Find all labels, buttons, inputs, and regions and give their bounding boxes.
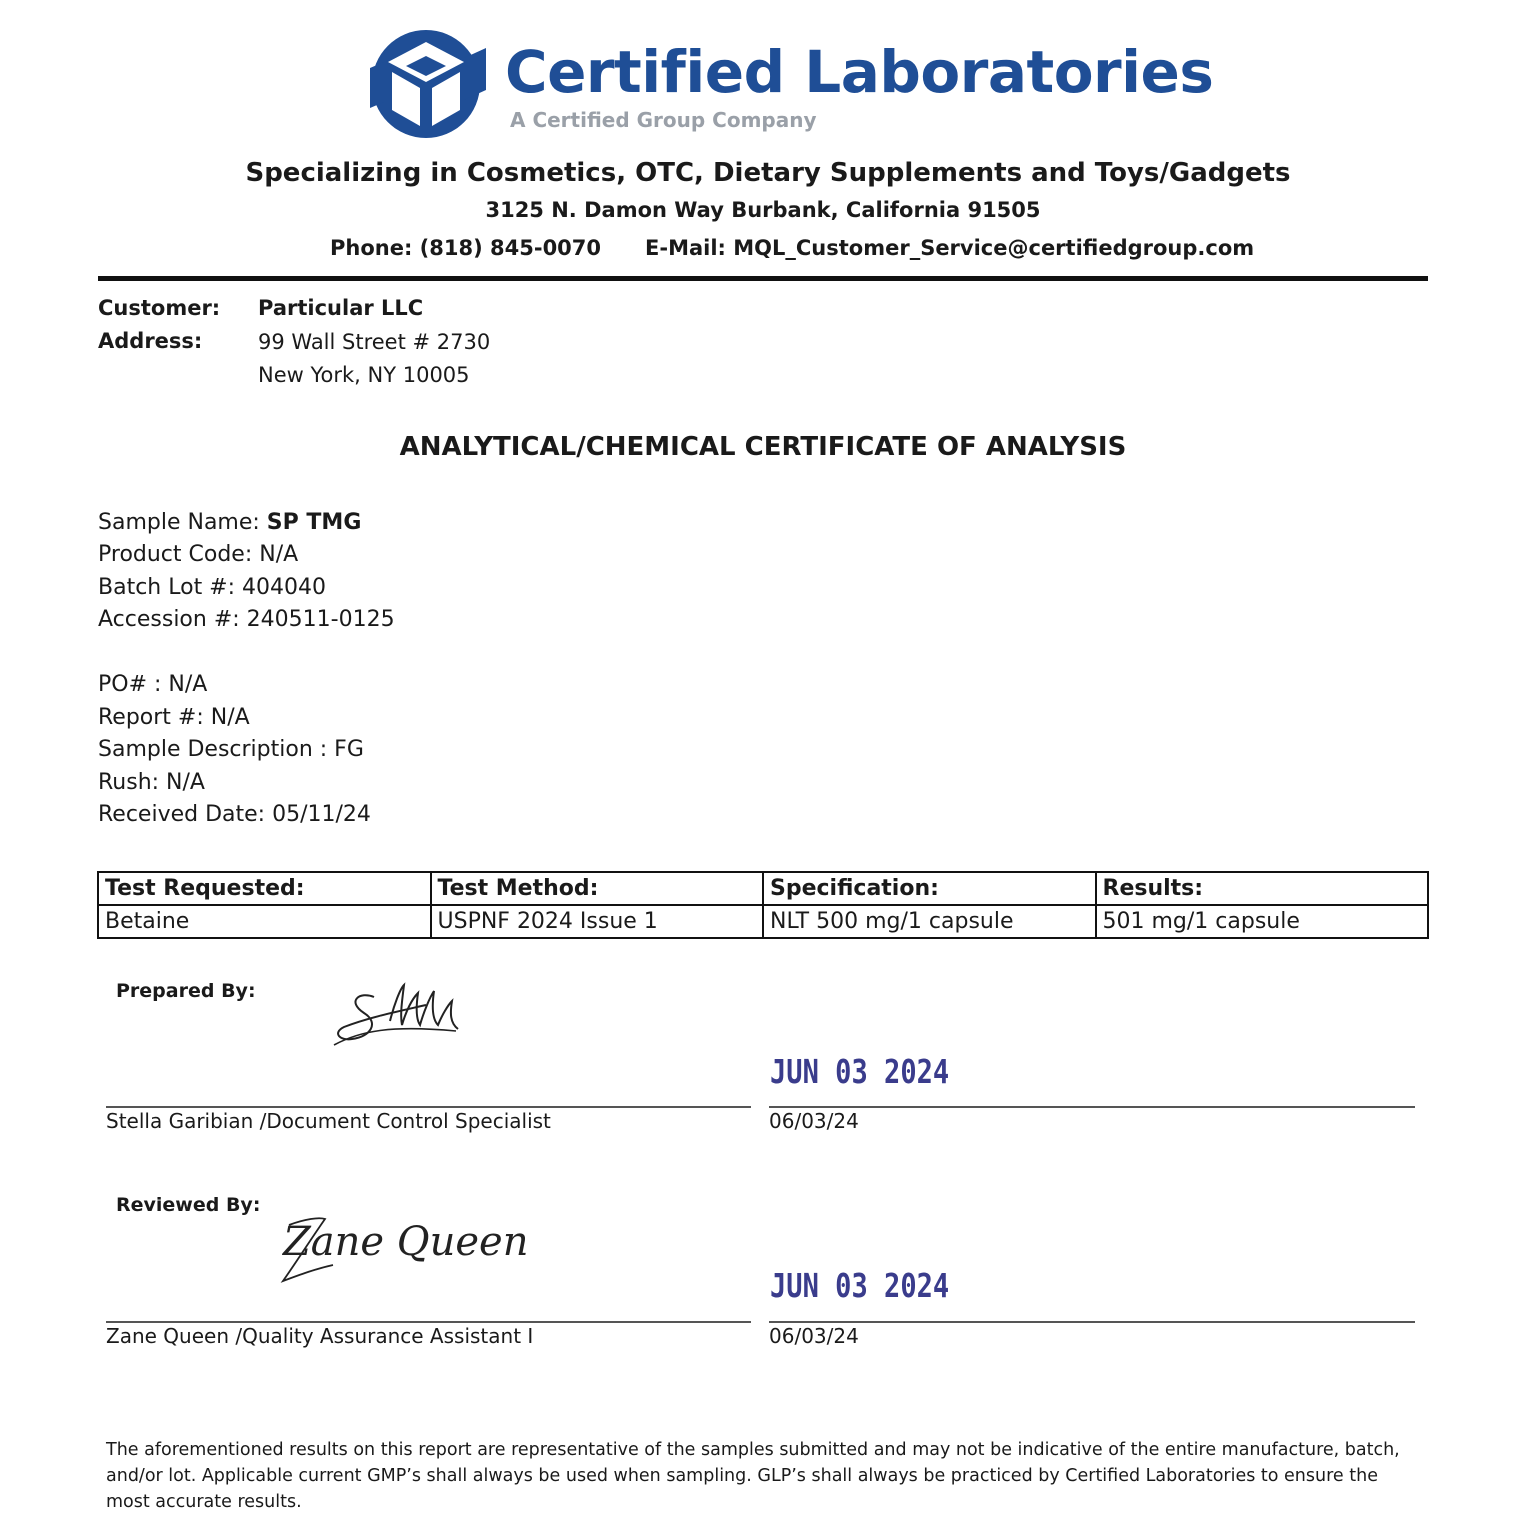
disclaimer: The aforementioned results on this report are representative of the samples submitted and may not be indicative of the entire manufacture, batch, and/or lot. Applicable current GMP’s shall always be used when sampling. GLP’s shall always be practiced by Certified Laboratories to ensure the most accurate results. — [106, 1440, 1400, 1512]
company-logo-icon — [368, 28, 488, 140]
table-cell: NLT 500 mg/1 capsule — [763, 905, 1096, 938]
reviewed-signature-text: Zane Queen — [283, 1219, 529, 1265]
table-header-cell: Test Method: — [431, 872, 764, 905]
table-header-cell: Specification: — [763, 872, 1096, 905]
sample-name-label: Sample Name: — [98, 510, 267, 535]
table-header-cell: Results: — [1096, 872, 1429, 905]
table-header-cell: Test Requested: — [98, 872, 431, 905]
table-row — [98, 905, 1428, 938]
rush: Rush: N/A — [98, 770, 205, 795]
document-title: ANALYTICAL/CHEMICAL CERTIFICATE OF ANALYSIS — [399, 432, 1127, 462]
received-date: Received Date: 05/11/24 — [98, 802, 371, 827]
report-number: Report #: N/A — [98, 705, 250, 730]
prepared-date-line — [769, 1106, 1415, 1108]
prepared-by-label: Prepared By: — [116, 980, 256, 1002]
prepared-signature-line — [106, 1106, 751, 1108]
reviewed-date-line — [769, 1321, 1415, 1323]
customer-value: Particular LLC — [258, 296, 424, 320]
company-tagline: A Certified Group Company — [510, 108, 817, 132]
results-table — [97, 871, 1429, 939]
address-line-1: 99 Wall Street # 2730 — [258, 330, 491, 354]
batch-lot: Batch Lot #: 404040 — [98, 575, 327, 600]
contact-line — [330, 236, 1254, 260]
company-name: Certified Laboratories — [505, 38, 1214, 106]
company-phone: Phone: (818) 845-0070 — [330, 236, 602, 260]
accession-number: Accession #: 240511-0125 — [98, 607, 395, 632]
reviewed-date: 06/03/24 — [769, 1324, 859, 1348]
sample-description: Sample Description : FG — [98, 737, 364, 762]
table-header-row — [98, 872, 1428, 905]
table-cell: USPNF 2024 Issue 1 — [431, 905, 764, 938]
company-specialty: Specializing in Cosmetics, OTC, Dietary Supplements and Toys/Gadgets — [245, 158, 1291, 188]
reviewed-by-label: Reviewed By: — [116, 1194, 261, 1216]
po-number: PO# : N/A — [98, 672, 208, 697]
sample-name — [98, 510, 361, 535]
table-cell: Betaine — [98, 905, 431, 938]
company-email: E-Mail: MQL_Customer_Service@certifiedgroup.com — [645, 236, 1255, 260]
table-cell: 501 mg/1 capsule — [1096, 905, 1429, 938]
reviewed-by-name: Zane Queen /Quality Assurance Assistant I — [106, 1324, 534, 1348]
header-divider — [98, 276, 1428, 281]
prepared-by-name: Stella Garibian /Document Control Specialist — [106, 1109, 551, 1133]
prepared-signature-icon — [330, 975, 465, 1050]
reviewed-signature-line — [106, 1321, 751, 1323]
reviewed-date-stamp: JUN 03 2024 — [770, 1266, 950, 1305]
product-code: Product Code: N/A — [98, 542, 299, 567]
reviewed-signature-icon — [275, 1205, 535, 1290]
sample-name-value: SP TMG — [266, 510, 362, 535]
prepared-date: 06/03/24 — [769, 1109, 859, 1133]
company-address: 3125 N. Damon Way Burbank, California 91505 — [485, 198, 1041, 222]
address-line-2: New York, NY 10005 — [258, 363, 470, 387]
address-label: Address: — [98, 329, 203, 353]
customer-label: Customer: — [98, 296, 221, 320]
prepared-date-stamp: JUN 03 2024 — [770, 1052, 950, 1091]
